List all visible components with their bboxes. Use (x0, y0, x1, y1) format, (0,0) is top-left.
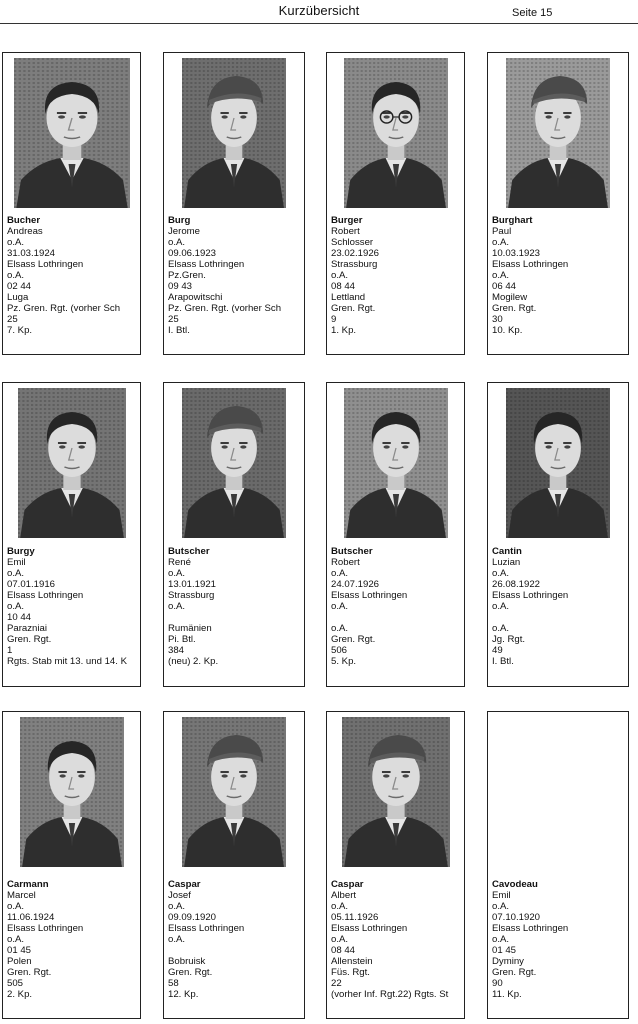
portrait-photo (344, 58, 448, 208)
person-card (163, 382, 305, 687)
company: (neu) 2. Kp. (168, 656, 219, 668)
portrait-photo (506, 388, 610, 538)
surname: Burg (168, 215, 191, 226)
company: I. Btl. (168, 325, 190, 337)
given-name: Albert (331, 890, 357, 902)
portrait-photo (14, 58, 130, 208)
given-name: Luzian (492, 557, 521, 569)
birth-place: Elsass Lothringen (7, 590, 84, 602)
company: 1. Kp. (331, 325, 357, 337)
birth-place: Elsass Lothringen (7, 923, 84, 935)
person-details (7, 879, 138, 1001)
birth-place: Elsass Lothringen (168, 259, 245, 271)
company: Rgts. Stab mit 13. und 14. K (7, 656, 127, 668)
unit-number: 505 (7, 978, 24, 990)
missing-place: Mogilew (492, 292, 528, 304)
occupation: o.A. (7, 901, 25, 913)
occupation: o.A. (7, 237, 25, 249)
person-details (7, 215, 138, 337)
missing-place: o.A. (331, 623, 349, 635)
unit: Jg. Rgt. (492, 634, 526, 646)
portrait-photo (344, 388, 448, 538)
company: 5. Kp. (331, 656, 357, 668)
person-card (487, 52, 629, 355)
surname: Burger (331, 215, 363, 226)
unit: Gren. Rgt. (7, 967, 52, 979)
person-card (163, 52, 305, 355)
missing-place: Lettland (331, 292, 366, 304)
company: 11. Kp. (492, 989, 522, 1001)
birth-place: Strassburg (331, 259, 378, 271)
given-name: René (168, 557, 191, 569)
missing-date (168, 945, 302, 956)
rank: Pz.Gren. (168, 270, 206, 282)
page-number: Seite 15 (512, 7, 553, 19)
person-card (487, 711, 629, 1019)
missing-place: Luga (7, 292, 29, 304)
given-name: Josef (168, 890, 191, 902)
birth-date: 05.11.1926 (331, 912, 379, 924)
unit: Gren. Rgt. (168, 967, 213, 979)
unit: Gren. Rgt. (492, 967, 537, 979)
birth-date: 23.02.1926 (331, 248, 380, 260)
unit-number: 9 (331, 314, 337, 326)
missing-date: 08 44 (331, 281, 356, 293)
birth-date: 13.01.1921 (168, 579, 217, 591)
person-details (492, 546, 626, 668)
given-name: Emil (492, 890, 511, 902)
rank: o.A. (7, 934, 25, 946)
unit-number: 1 (7, 645, 13, 657)
person-details (7, 546, 138, 668)
missing-date: 01 45 (7, 945, 32, 957)
missing-place: Dyminy (492, 956, 524, 968)
birth-place: Elsass Lothringen (168, 923, 245, 935)
company: (vorher Inf. Rgt.22) Rgts. St (331, 989, 449, 1001)
rank: o.A. (331, 270, 349, 282)
unit: Pz. Gren. Rgt. (vorher Sch (7, 303, 121, 315)
missing-place: Parazniai (7, 623, 47, 635)
rank: o.A. (7, 601, 25, 613)
birth-date: 11.06.1924 (7, 912, 55, 924)
surname: Burghart (492, 215, 533, 226)
birth-place: Elsass Lothringen (492, 923, 569, 935)
occupation: o.A. (7, 568, 25, 580)
rank: o.A. (492, 934, 510, 946)
portrait-photo (506, 58, 610, 208)
person-details (492, 215, 626, 337)
given-name: Robert (331, 226, 360, 238)
unit: Pz. Gren. Rgt. (vorher Sch (168, 303, 282, 315)
portrait-photo (342, 717, 450, 867)
person-card (326, 711, 465, 1019)
company: 12. Kp. (168, 989, 199, 1001)
occupation: o.A. (331, 568, 349, 580)
missing-place: o.A. (492, 623, 510, 635)
surname: Caspar (331, 879, 364, 890)
page-title: Kurzübersicht (278, 3, 360, 18)
birth-date: 09.06.1923 (168, 248, 217, 260)
given-name: Jerome (168, 226, 200, 238)
unit-number: 58 (168, 978, 179, 990)
portrait-photo (182, 717, 286, 867)
missing-date: 01 45 (492, 945, 517, 957)
company: 10. Kp. (492, 325, 523, 337)
portrait-photo (18, 388, 126, 538)
given-name: Emil (7, 557, 26, 569)
unit: Gren. Rgt. (492, 303, 537, 315)
rank: o.A. (7, 270, 25, 282)
rank: o.A. (168, 601, 186, 613)
person-details (168, 546, 302, 668)
portrait-photo (182, 388, 286, 538)
surname: Butscher (331, 546, 373, 557)
birth-date: 26.08.1922 (492, 579, 541, 591)
unit-number: 25 (7, 314, 18, 326)
missing-date: 02 44 (7, 281, 32, 293)
birth-place: Elsass Lothringen (7, 259, 84, 271)
person-card (2, 711, 141, 1019)
missing-place: Bobruisk (168, 956, 206, 968)
unit-number: 90 (492, 978, 503, 990)
birth-place: Elsass Lothringen (331, 590, 408, 602)
birth-date: 24.07.1926 (331, 579, 380, 591)
given-name: Marcel (7, 890, 36, 902)
birth-date: 07.01.1916 (7, 579, 56, 591)
occupation: Schlosser (331, 237, 374, 249)
unit: Gren. Rgt. (331, 303, 376, 315)
person-details (168, 215, 302, 337)
missing-place: Polen (7, 956, 32, 968)
occupation: o.A. (492, 237, 510, 249)
rank: o.A. (331, 934, 349, 946)
birth-place: Elsass Lothringen (492, 590, 569, 602)
occupation: o.A. (168, 901, 186, 913)
header-divider (0, 23, 638, 24)
person-details (492, 879, 626, 1001)
birth-place: Strassburg (168, 590, 215, 602)
portrait-photo (20, 717, 124, 867)
missing-place: Allenstein (331, 956, 373, 968)
rank: o.A. (168, 934, 186, 946)
unit: Pi. Btl. (168, 634, 196, 646)
given-name: Paul (492, 226, 512, 238)
person-card (326, 382, 465, 687)
unit: Gren. Rgt. (7, 634, 52, 646)
given-name: Andreas (7, 226, 43, 238)
birth-date: 09.09.1920 (168, 912, 217, 924)
occupation: o.A. (168, 237, 186, 249)
missing-place: Rumänien (168, 623, 212, 635)
unit-number: 506 (331, 645, 348, 657)
unit-number: 30 (492, 314, 503, 326)
surname: Cantin (492, 546, 522, 557)
birth-date: 31.03.1924 (7, 248, 56, 260)
person-card (487, 382, 629, 687)
occupation: o.A. (168, 568, 186, 580)
person-details (331, 215, 462, 337)
given-name: Robert (331, 557, 360, 569)
surname: Burgy (7, 546, 35, 557)
occupation: o.A. (492, 901, 510, 913)
person-card (326, 52, 465, 355)
person-card (2, 382, 141, 687)
occupation: o.A. (331, 901, 349, 913)
surname: Caspar (168, 879, 201, 890)
person-details (331, 879, 462, 1001)
missing-date (331, 612, 462, 623)
birth-place: Elsass Lothringen (492, 259, 569, 271)
missing-place: Arapowitschi (168, 292, 223, 304)
portrait-photo (182, 58, 286, 208)
missing-date (492, 612, 626, 623)
rank: o.A. (492, 601, 510, 613)
unit-number: 384 (168, 645, 185, 657)
company: 7. Kp. (7, 325, 33, 337)
person-details (331, 546, 462, 668)
birth-place: Elsass Lothringen (331, 923, 408, 935)
birth-date: 07.10.1920 (492, 912, 541, 924)
rank: o.A. (492, 270, 510, 282)
unit-number: 22 (331, 978, 342, 990)
surname: Bucher (7, 215, 41, 226)
surname: Cavodeau (492, 879, 538, 890)
occupation: o.A. (492, 568, 510, 580)
unit: Gren. Rgt. (331, 634, 376, 646)
rank: o.A. (331, 601, 349, 613)
missing-date: 09 43 (168, 281, 193, 293)
company: 2. Kp. (7, 989, 33, 1001)
unit-number: 49 (492, 645, 503, 657)
person-card (163, 711, 305, 1019)
birth-date: 10.03.1923 (492, 248, 541, 260)
missing-date: 10 44 (7, 612, 32, 624)
surname: Butscher (168, 546, 210, 557)
surname: Carmann (7, 879, 49, 890)
company: I. Btl. (492, 656, 514, 668)
unit-number: 25 (168, 314, 179, 326)
person-details (168, 879, 302, 1001)
missing-date (168, 612, 302, 623)
missing-date: 08 44 (331, 945, 356, 957)
person-card (2, 52, 141, 355)
missing-date: 06 44 (492, 281, 517, 293)
unit: Füs. Rgt. (331, 967, 370, 979)
